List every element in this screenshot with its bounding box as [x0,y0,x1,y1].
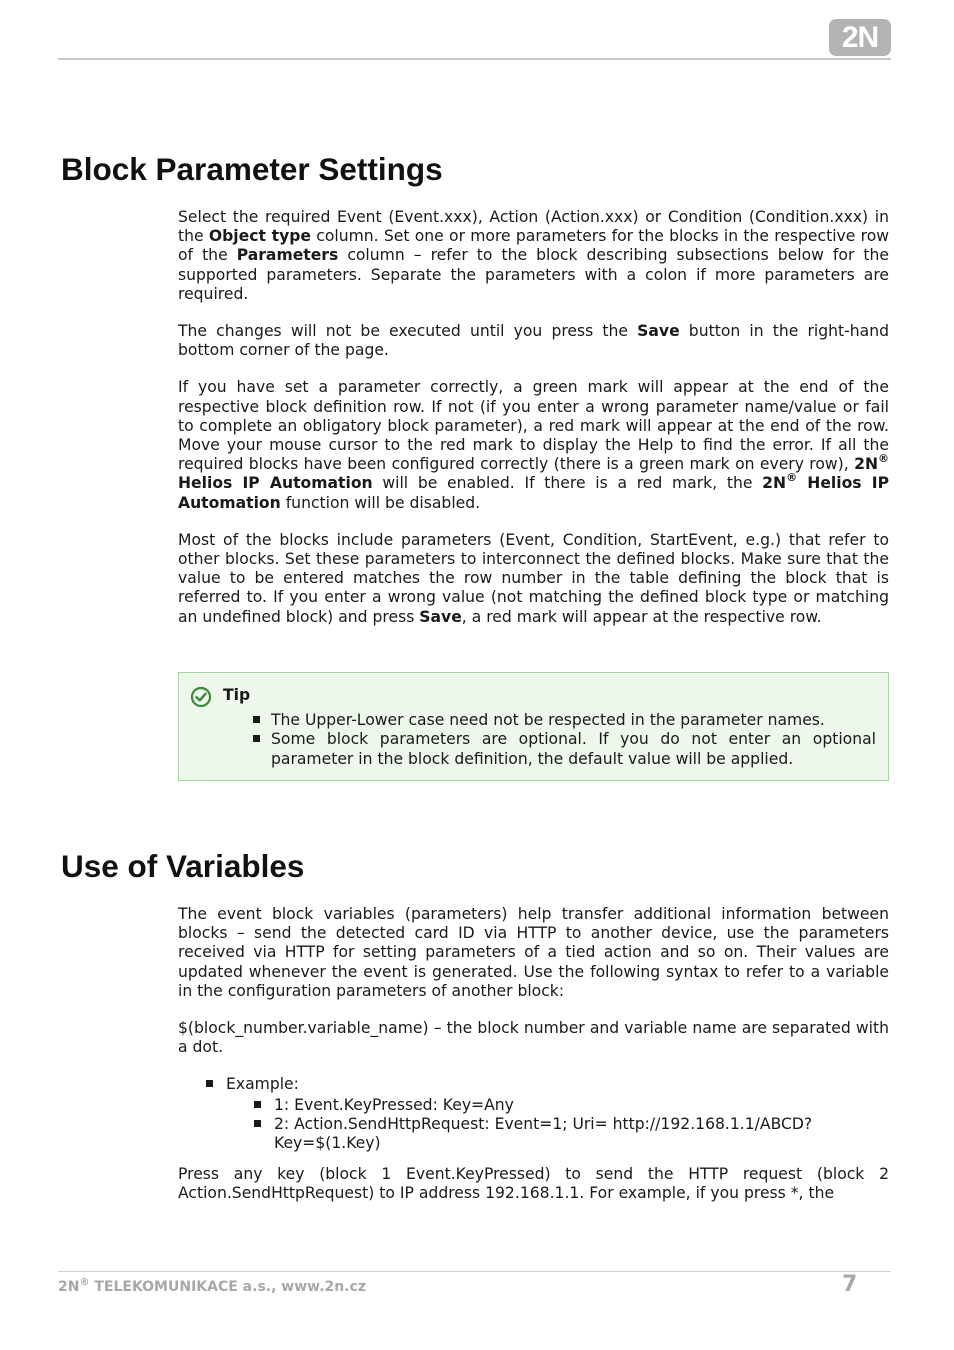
tip-list [253,711,876,769]
paragraph: The changes will not be executed until you press the Save button in the right-hand bottom corner of the page. [178,322,889,360]
section2-body [178,905,889,1204]
header-rule [58,58,891,60]
example-subitem: 2: Action.SendHttpRequest: Event=1; Uri= http://192.168.1.1/ABCD?Key=$(1.Key) [226,1115,889,1153]
section1-body [178,208,889,627]
example-list [178,1075,889,1153]
tip-box [178,672,889,781]
section-title-use-of-variables: Use of Variables [61,848,305,884]
paragraph: If you have set a parameter correctly, a green mark will appear at the end of the respective block definition row. If not (if you enter a wrong parameter name/value or fail to complete an obligatory block parameter), a red mark will appear at the end of the row. Move your mouse cursor to the red mark to display the Help to find the error. If all the required blocks have been configured correctly (there is a green mark on every row), 2N® Helios IP Automation will be enabled. If there is a red mark, the 2N® Helios IP Automation function will be disabled. [178,378,890,512]
paragraph: Select the required Event (Event.xxx), Action (Action.xxx) or Condition (Condition.xxx) in the Object type column. Set one or more parameters for the blocks in the respective row of the Parameters column – refer to the block describing subsections below for the supported parameters. Separate the parameters with a colon if more parameters are required. [178,208,889,303]
paragraph: Most of the blocks include parameters (Event, Condition, StartEvent, e.g.) that refer to other blocks. Set these parameters to interconnect the defined blocks. Make sure that the value to be entered matches the row number in the table defining the block that is referred to. If you enter a wrong value (not matching the defined block type or matching an undefined block) and press Save, a red mark will appear at the respective row. [178,530,889,626]
tip-title: Tip [223,686,251,704]
example-subitem: 1: Event.KeyPressed: Key=Any [226,1096,889,1115]
example-sublist [226,1096,889,1154]
example-item: Example: 1: Event.KeyPressed: Key=Any 2: Action.SendHttpRequest: Event=1; Uri= http://192.168.1.1/ABCD?Key=$(1.Key) [178,1075,889,1153]
paragraph: $(block_number.variable_name) – the block number and variable name are separated with a dot. [178,1019,889,1057]
page-number: 7 [842,1272,858,1297]
brand-logo: 2N [829,19,891,56]
tip-item: The Upper-Lower case need not be respected in the parameter names. [253,711,876,730]
tip-item: Some block parameters are optional. If you do not enter an optional parameter in the block definition, the default value will be applied. [253,730,876,769]
footer-company: 2N® TELEKOMUNIKACE a.s., www.2n.cz [58,1277,366,1295]
paragraph: Press any key (block 1 Event.KeyPressed) to send the HTTP request (block 2 Action.SendHttpRequest) to IP address 192.168.1.1. For example, if you press *, the [178,1165,889,1203]
section-title-block-parameter-settings: Block Parameter Settings [61,151,443,187]
footer-rule [58,1271,891,1272]
checkmark-circle-icon [190,686,212,708]
paragraph: The event block variables (parameters) help transfer additional information between blocks – send the detected card ID via HTTP to another device, use the parameters received via HTTP for setting parameters of a tied action and so on. Their values are updated whenever the event is generated. Use the following syntax to refer to a variable in the configuration parameters of another block: [178,905,889,1000]
